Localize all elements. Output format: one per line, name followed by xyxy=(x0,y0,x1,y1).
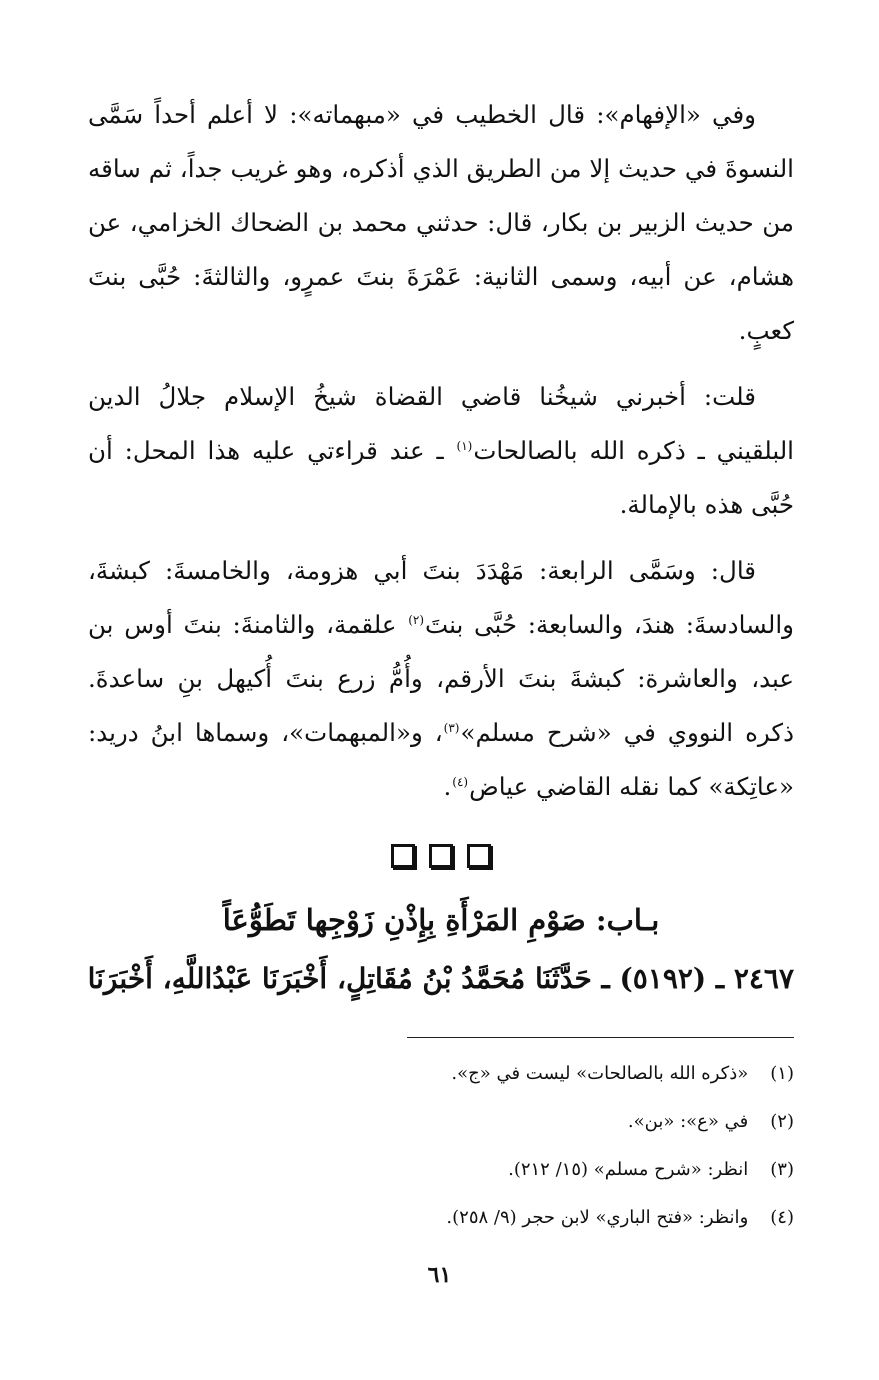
paragraph-3-text-c: ، و«المبهمات»، وسماها ابنُ دريد: «عاتِكة» كما نقله القاضي عياض xyxy=(88,718,794,801)
footnote-4-text: وانظر: «فتح الباري» لابن حجر (٩/ ٢٥٨). xyxy=(446,1207,749,1228)
page-number: ٦١ xyxy=(427,1262,452,1288)
paragraph-2-text-b: ـ عند قراءتي عليه هذا المحل: أن حُبَّى هذه بالإمالة. xyxy=(88,436,794,519)
separator-square-icon xyxy=(391,844,415,868)
footnote-2 xyxy=(88,1098,794,1146)
footnote-1-number: (١) xyxy=(770,1063,794,1084)
paragraph-1-text: وفي «الإفهام»: قال الخطيب في «مبهماته»: لا أعلم أحداً سَمَّى النسوةَ في حديث إلا من الطريق الذي أذكره، وهو غريب جداً، ثم ساقه من حديث الزبير بن بكار، قال: حدثني محمد بن الضحاك الخزامي، عن هشام، عن أبيه، وسمى الثانية: عَمْرَةَ بنتَ عمرٍو، والثالثةَ: حُبَّى بنتَ كعبٍ. xyxy=(88,100,794,345)
footnote-3-number: (٣) xyxy=(770,1159,794,1180)
footnotes-section xyxy=(88,1050,794,1242)
footnote-ref-2[interactable]: (٢) xyxy=(408,613,425,627)
footnote-4-number: (٤) xyxy=(770,1207,794,1228)
separator-square-icon xyxy=(467,844,491,868)
section-separator xyxy=(88,844,794,874)
paragraph-3 xyxy=(88,544,794,814)
paragraph-3-text-a: قال: وسَمَّى الرابعة: مَهْدَدَ بنتَ أبي هزومة، والخامسةَ: كبشةَ، والسادسةَ: هندَ، والسابعة: حُبَّى بنتَ xyxy=(88,556,794,639)
footnote-3 xyxy=(88,1146,794,1194)
hadith-text: ٢٤٦٧ ـ (٥١٩٢) ـ حَدَّثَنَا مُحَمَّدُ بْنُ مُقَاتِلٍ، أَخْبَرَنَا عَبْدُاللَّهِ، أَخْبَرَنَا xyxy=(88,962,794,995)
footnote-1 xyxy=(88,1050,794,1098)
footnote-divider xyxy=(407,1037,794,1038)
paragraph-2-text-a: قلت: أخبرني شيخُنا قاضي القضاة شيخُ الإسلام جلالُ الدين البلقيني ـ ذكره الله بالصالحات xyxy=(88,382,794,465)
footnote-ref-4[interactable]: (٤) xyxy=(452,775,469,789)
footnote-ref-1[interactable]: (١) xyxy=(456,439,473,453)
footnote-2-text: في «ع»: «بن». xyxy=(627,1111,749,1132)
paragraph-2 xyxy=(88,370,794,532)
footnote-4 xyxy=(88,1194,794,1242)
chapter-heading: بـاب: صَوْمِ المَرْأَةِ بِإِذْنِ زَوْجِها تَطَوُّعَاً xyxy=(222,903,660,937)
paragraph-3-text-b: علقمة، والثامنةَ: بنتَ أوس بن عبد، والعاشرة: كبشةَ بنتَ الأرقم، وأُمُّ زرع بنتَ أُكيهل بنِ ساعدةَ. ذكره النووي في «شرح مسلم» xyxy=(88,610,794,747)
footnote-1-text: «ذكره الله بالصالحات» ليست في «ج». xyxy=(451,1063,749,1084)
footnote-3-text: انظر: «شرح مسلم» (١٥/ ٢١٢). xyxy=(508,1159,749,1180)
footnote-ref-3[interactable]: (٣) xyxy=(443,721,460,735)
paragraph-1 xyxy=(88,88,794,358)
separator-square-icon xyxy=(429,844,453,868)
footnote-2-number: (٢) xyxy=(770,1111,794,1132)
page-body xyxy=(88,88,794,1008)
paragraph-3-text-d: . xyxy=(443,772,452,801)
